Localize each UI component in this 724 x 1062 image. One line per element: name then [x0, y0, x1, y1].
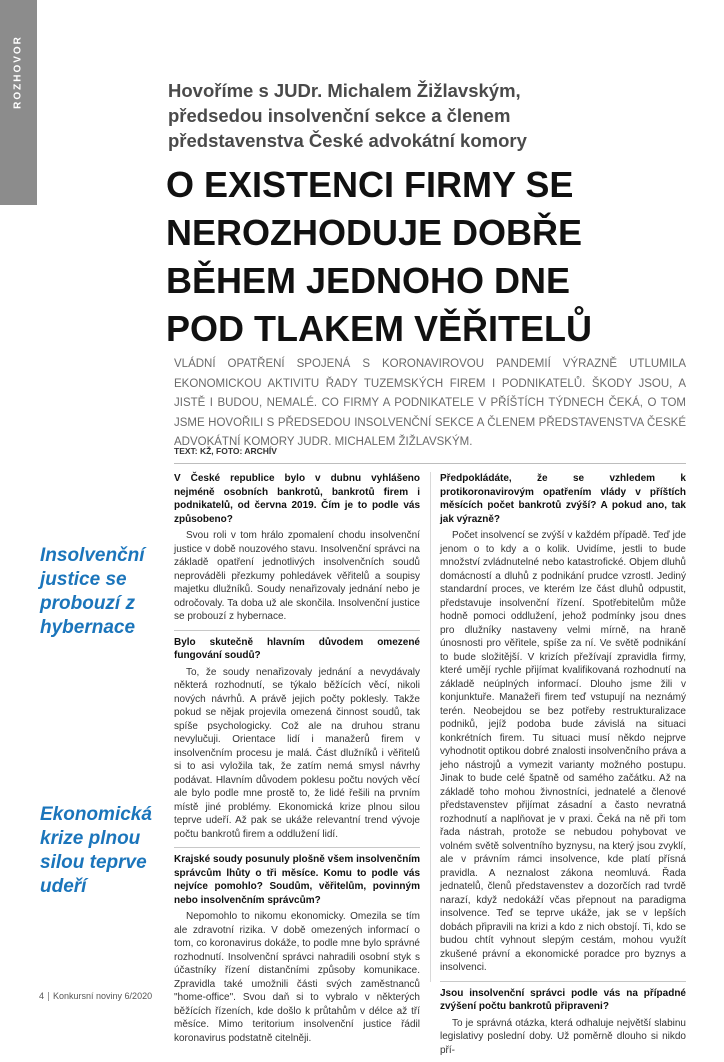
page-footer: [39, 991, 152, 1001]
pull-quote: Ekonomická krize plnou silou teprve udeří: [40, 804, 152, 897]
subhead-line: představenstva České advokátní komory: [168, 130, 527, 151]
divider: [440, 981, 686, 982]
article-lead: VLÁDNÍ OPATŘENÍ SPOJENÁ S KORONAVIROVOU PANDEMIÍ VÝRAZNĚ UTLUMILA EKONOMICKOU AKTIVITU ŘADY TUZEMSKÝCH FIREM I PODNIKATELŮ. ŠKODY JSOU, A JISTĚ I BUDOU, NEMALÉ. CO FIRMY A PODNIKATELE V PŘÍŠTÍCH TÝDNECH ČEKÁ, O TOM JSME HOVOŘILI S PŘEDSEDOU INSOLVENČNÍ SEKCE A ČLENEM PŘEDSTAVENSTVA ČESKÉ ADVOKÁTNÍ KOMORY JUDR. MICHALEM ŽIŽLAVSKÝM.: [174, 358, 686, 448]
section-tab-label: ROZHOVOR: [12, 35, 24, 109]
subhead-line: předsedou insolvenční sekce a členem: [168, 105, 511, 126]
interview-question: Krajské soudy posunuly plošně všem insolvenčním správcům lhůty o tři měsíce. Komu to podle vás nejvíce pomohlo? Soudům, věřitelům, povinným nebo insolvenčním správcům?: [174, 854, 420, 906]
article-column-left: [174, 472, 420, 1050]
article-subhead: [168, 78, 688, 153]
article-headline: [166, 161, 706, 353]
divider: [174, 847, 420, 848]
interview-question: Předpokládáte, že se vzhledem k protikoronavirovým opatřením vlády v příštích měsících počet bankrotů zvýší? A pokud ano, tak jak výrazně?: [440, 473, 686, 525]
article-credits: TEXT: KŽ, FOTO: ARCHÍV: [174, 446, 277, 456]
interview-question: Jsou insolvenční správci podle vás na případné zvýšení počtu bankrotů připraveni?: [440, 987, 686, 1012]
interview-answer: Nepomohlo to nikomu ekonomicky. Omezila se tím ale zdravotní rizika. V době omezených informací o tom, co koronavirus dokáže, to podle mne bylo správné rozhodnutí. Insolvenční správci nahradili osobní styk s účastníky řízení distančními způsoby komunikace. Zpravidla také umožnili části svých zaměstnanců "home-office". Svou daň si to vybralo v některých běžících řízeních, kde došlo k průtahům v délce až tří měsíce. Mimo teritorium insolvenční justice řádil koronavirus podstatně citelněji.: [174, 911, 420, 1044]
divider: [174, 463, 686, 464]
interview-answer: Svou roli v tom hrálo zpomalení chodu insolvenční justice v době nouzového stavu. Insolvenční správci na základě opatření jednotlivých insolvenčních soudů neprováděli přezkumy pohledávek věřitelů a soupisy majetku dlužníků. Soudy nenařizovaly jednání nebo je odročovaly. Ta doba už ale skončila. Insolvenční justice se probouzí z hybernace.: [174, 530, 420, 622]
interview-answer: To, že soudy nenařizovaly jednání a nevydávaly některá rozhodnutí, se týkalo běžících věcí, nikoli nových návrhů. A právě jejich počty poklesly. Takže pokud se nějak projevila omezená činnost soudů, tak spíše psychologicky. Což ale na druhou stranu nevylučuji. Orientace lidí i manažerů firem v insolvenčním procesu je malá. Část dlužníků i věřitelů si to asi vyložila tak, že zatím nemá smysl návrhy podávat. Hlavním důvodem poklesu počtu nových věcí ale bylo podle mne prostě to, že lidé řešili na prvním místě jiné problémy. Ekonomická krize plnou silou teprve udeří. Až pak se ukáže relevantní trend vývoje počtu bankrotů firem a oddlužení lidí.: [174, 666, 420, 840]
headline-line: NEROZHODUJE DOBŘE: [166, 212, 583, 253]
pull-quote: Insolvenční justice se probouzí z hybernace: [40, 545, 145, 638]
page-number: 4: [39, 991, 45, 1001]
interview-question: V České republice bylo v dubnu vyhlášeno nejméně osobních bankrotů, bankrotů firem i podnikatelů, od června 2019. Čím je to podle vás způsobeno?: [174, 473, 420, 525]
column-divider: [430, 472, 431, 982]
interview-answer: To je správná otázka, která odhaluje největší slabinu legislativy poslední doby. Už poměrně dlouho si nikdo pří-: [440, 1017, 686, 1056]
section-tab: [0, 0, 37, 205]
publication-name: Konkursní noviny 6/2020: [53, 991, 153, 1001]
headline-line: O EXISTENCI FIRMY SE: [166, 164, 574, 205]
subhead-line: Hovoříme s JUDr. Michalem Žižlavským,: [168, 80, 521, 101]
interview-answer: Počet insolvencí se zvýší v každém případě. Teď jde jenom o to kdy a o kolik. Uvidíme, jestli to bude množství zvládnutelné nebo katastrofické. Objem dluhů domácností a dluhů z podnikání prudce vzrostl. Jediný standardní proces, ve kterém lze část dluhů odpustit, představuje insolvenční řízení. Spotřebitelům může hodně pomoci oddlužení, jehož podmínky jsou dnes pro dlužníky nastaveny velmi mírně, na hraně únosnosti pro věřitele, spíše za ní. Ve světě podnikání to bude složitější. V krizích přežívají zpravidla firmy, které umějí rychle přijímat kvalifikovaná rozhodnutí na základě neúplných informací. Dlouho jsme žili v konjunktuře. Manažeři firem teď vstupují na neznámý terén. Neobejdou se bez potřeby restrukturalizace podniků, jejíž podoba bude závislá na situaci konkrétních firem. Tu situaci musí někdo nejprve vyhodnotit optikou dobré znalosti insolvenčního práva a jeho nástrojů a vymezit varianty možného postupu. Jinak to bude celé špatně od samého začátku. Až na základě toho mohou živnostníci, jednatelé a členové představenstev přijímat zásadní a často nevratná rozhodnutí a naplňovat je v praxi. Čeká na ně při tom řada nástrah, protože se nebudou pohybovat ve volném světě solventního byznysu, na který jsou zvyklí, ale v právním rámci insolvence, kde platí přísná pravidla. A neznalost zákona neomluvá. Řada jednatelů, členů představenstev a dozorčích rad tvrdě narazí, když nedokáží včas přepnout na paradigma insolvence. Teď se teprve ukáže, jak se v lepších dobách připravili na krizi a kdo z nich obstojí. Ti, kdo se budou chtít vyhnout slepým cestám, mohou využít zkušené právní a ekonomické poradce pro byznys a insolvenci.: [440, 530, 686, 973]
headline-line: BĚHEM JEDNOHO DNE: [166, 260, 571, 301]
interview-question: Bylo skutečně hlavním důvodem omezené fungování soudů?: [174, 636, 420, 661]
divider: [174, 630, 420, 631]
footer-separator: [48, 992, 49, 1001]
article-column-right: [440, 472, 686, 1062]
headline-line: POD TLAKEM VĚŘITELŮ: [166, 308, 593, 349]
